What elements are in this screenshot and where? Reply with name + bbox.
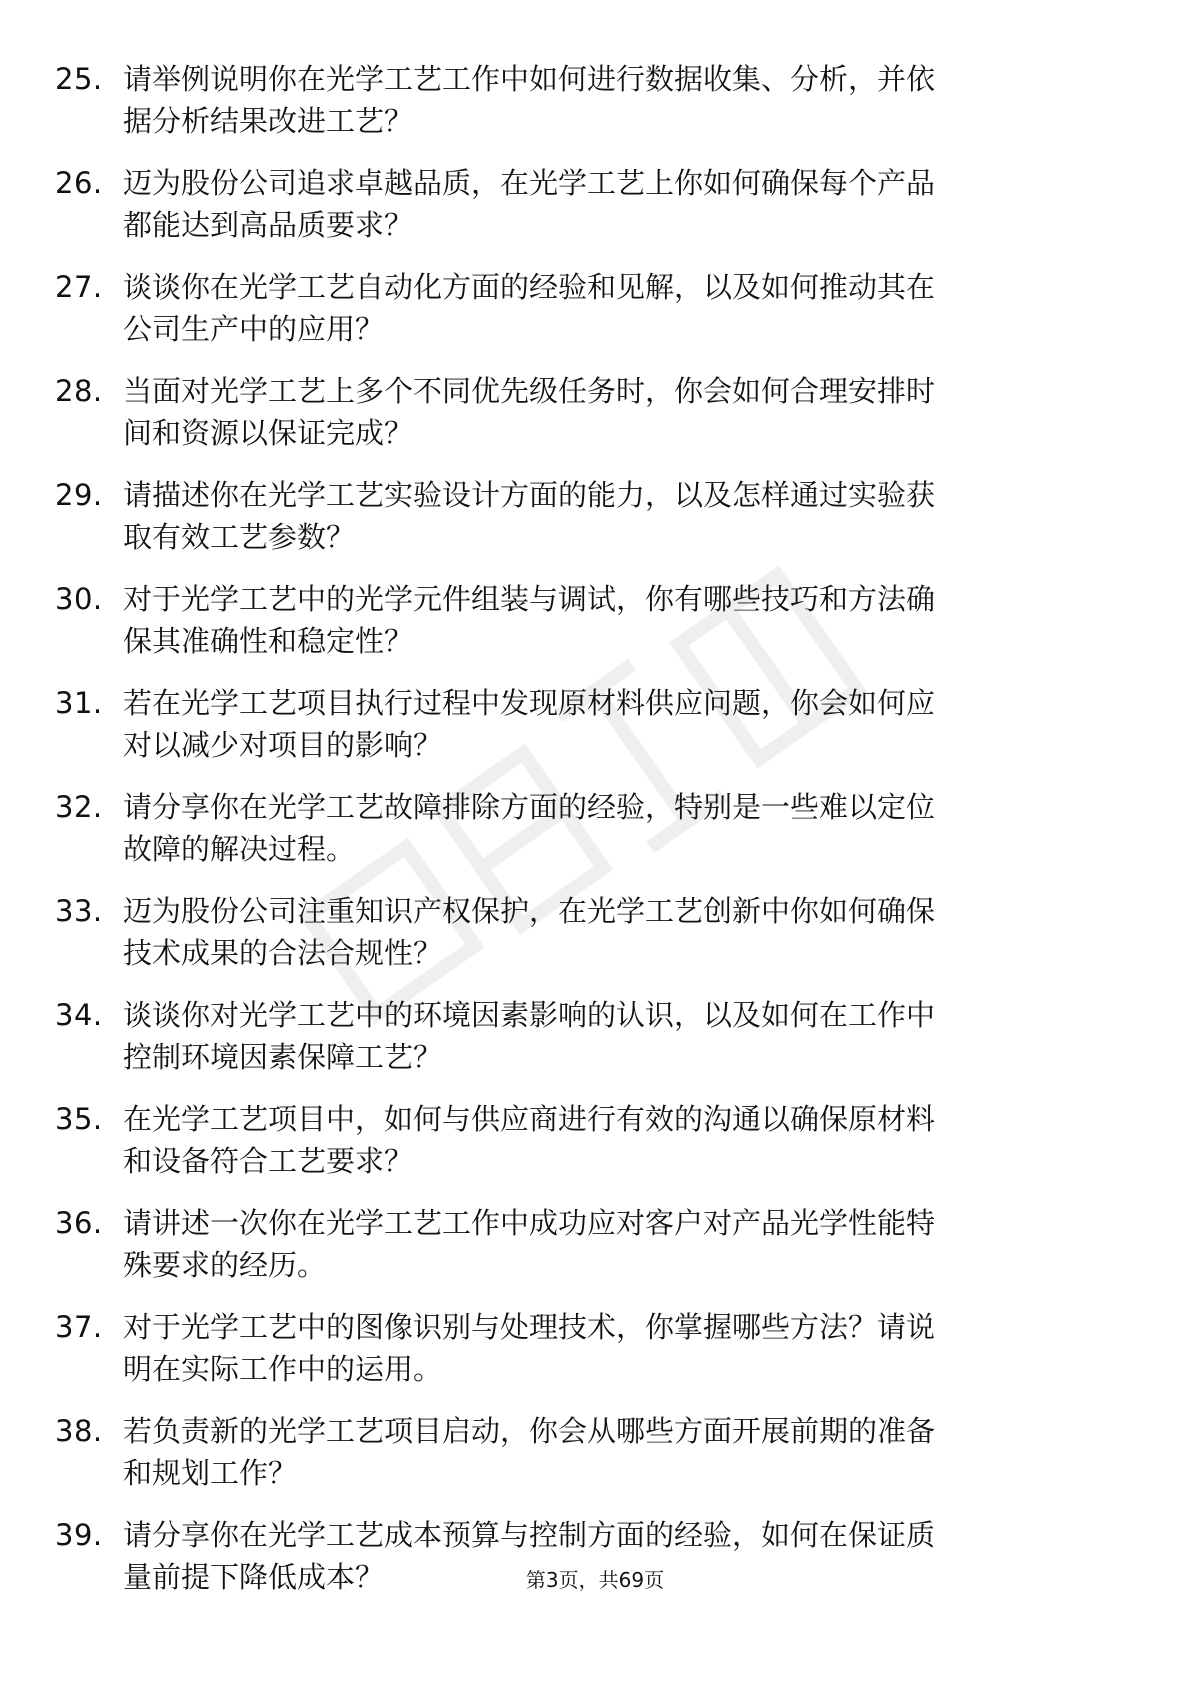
question-text-line: 在光学工艺项目中，如何与供应商进行有效的沟通以确保原材料 <box>123 1102 936 1136</box>
question-text-line: 取有效工艺参数？ <box>123 520 356 554</box>
question-item <box>55 682 1125 786</box>
question-text-line: 保其准确性和稳定性？ <box>123 624 414 658</box>
question-text <box>123 1410 1123 1494</box>
question-text <box>123 58 1123 142</box>
question-text-line: 请分享你在光学工艺故障排除方面的经验，特别是一些难以定位 <box>123 790 936 824</box>
question-item <box>55 578 1125 682</box>
question-number: 33. <box>55 894 103 928</box>
question-text-line: 请举例说明你在光学工艺工作中如何进行数据收集、分析，并依 <box>123 62 936 96</box>
question-text-line: 量前提下降低成本？ <box>123 1560 385 1594</box>
question-text-line: 和设备符合工艺要求？ <box>123 1144 414 1178</box>
question-number: 38. <box>55 1414 103 1448</box>
question-text-line: 间和资源以保证完成？ <box>123 416 414 450</box>
question-item <box>55 58 1125 162</box>
question-text-line: 若在光学工艺项目执行过程中发现原材料供应问题，你会如何应 <box>123 686 936 720</box>
question-text-line: 请描述你在光学工艺实验设计方面的能力，以及怎样通过实验获 <box>123 478 936 512</box>
question-number: 27. <box>55 270 103 304</box>
question-text <box>123 266 1123 350</box>
question-item <box>55 786 1125 890</box>
question-text-line: 若负责新的光学工艺项目启动，你会从哪些方面开展前期的准备 <box>123 1414 936 1448</box>
question-number: 25. <box>55 62 103 96</box>
question-item <box>55 1202 1125 1306</box>
question-number: 34. <box>55 998 103 1032</box>
question-text-line: 公司生产中的应用？ <box>123 312 385 346</box>
question-text-line: 殊要求的经历。 <box>123 1248 327 1282</box>
question-item <box>55 1514 1125 1618</box>
question-text-line: 当面对光学工艺上多个不同优先级任务时，你会如何合理安排时 <box>123 374 936 408</box>
question-item <box>55 266 1125 370</box>
question-item <box>55 1410 1125 1514</box>
question-text <box>123 370 1123 454</box>
question-text-line: 请分享你在光学工艺成本预算与控制方面的经验，如何在保证质 <box>123 1518 936 1552</box>
question-text <box>123 1202 1123 1286</box>
question-item <box>55 994 1125 1098</box>
question-text <box>123 1098 1123 1182</box>
question-number: 32. <box>55 790 103 824</box>
question-text-line: 对于光学工艺中的图像识别与处理技术，你掌握哪些方法？请说 <box>123 1310 936 1344</box>
question-text-line: 和规划工作？ <box>123 1456 298 1490</box>
question-text-line: 都能达到高品质要求？ <box>123 208 414 242</box>
question-number: 28. <box>55 374 103 408</box>
question-item <box>55 370 1125 474</box>
question-text <box>123 682 1123 766</box>
question-text-line: 故障的解决过程。 <box>123 832 356 866</box>
question-text-line: 明在实际工作中的运用。 <box>123 1352 443 1386</box>
question-item <box>55 162 1125 266</box>
question-text <box>123 578 1123 662</box>
question-text <box>123 474 1123 558</box>
question-number: 30. <box>55 582 103 616</box>
question-text-line: 对以减少对项目的影响？ <box>123 728 443 762</box>
question-text-line: 谈谈你在光学工艺自动化方面的经验和见解，以及如何推动其在 <box>123 270 936 304</box>
question-item <box>55 1098 1125 1202</box>
question-item <box>55 474 1125 578</box>
question-text <box>123 1306 1123 1390</box>
question-text <box>123 890 1123 974</box>
question-text-line: 据分析结果改进工艺？ <box>123 104 414 138</box>
question-number: 37. <box>55 1310 103 1344</box>
question-text-line: 迈为股份公司追求卓越品质，在光学工艺上你如何确保每个产品 <box>123 166 936 200</box>
question-text-line: 控制环境因素保障工艺？ <box>123 1040 443 1074</box>
question-item <box>55 1306 1125 1410</box>
question-number: 26. <box>55 166 103 200</box>
question-text <box>123 786 1123 870</box>
question-item <box>55 890 1125 994</box>
question-text-line: 对于光学工艺中的光学元件组装与调试，你有哪些技巧和方法确 <box>123 582 936 616</box>
question-text-line: 迈为股份公司注重知识产权保护，在光学工艺创新中你如何确保 <box>123 894 936 928</box>
question-list <box>55 58 1125 1618</box>
question-number: 39. <box>55 1518 103 1552</box>
question-number: 29. <box>55 478 103 512</box>
question-text-line: 技术成果的合法合规性？ <box>123 936 443 970</box>
question-number: 36. <box>55 1206 103 1240</box>
question-text-line: 请讲述一次你在光学工艺工作中成功应对客户对产品光学性能特 <box>123 1206 936 1240</box>
question-number: 31. <box>55 686 103 720</box>
question-number: 35. <box>55 1102 103 1136</box>
question-text <box>123 994 1123 1078</box>
page-footer: 第3页，共69页 <box>525 1568 665 1592</box>
question-text <box>123 162 1123 246</box>
question-text-line: 谈谈你对光学工艺中的环境因素影响的认识，以及如何在工作中 <box>123 998 936 1032</box>
